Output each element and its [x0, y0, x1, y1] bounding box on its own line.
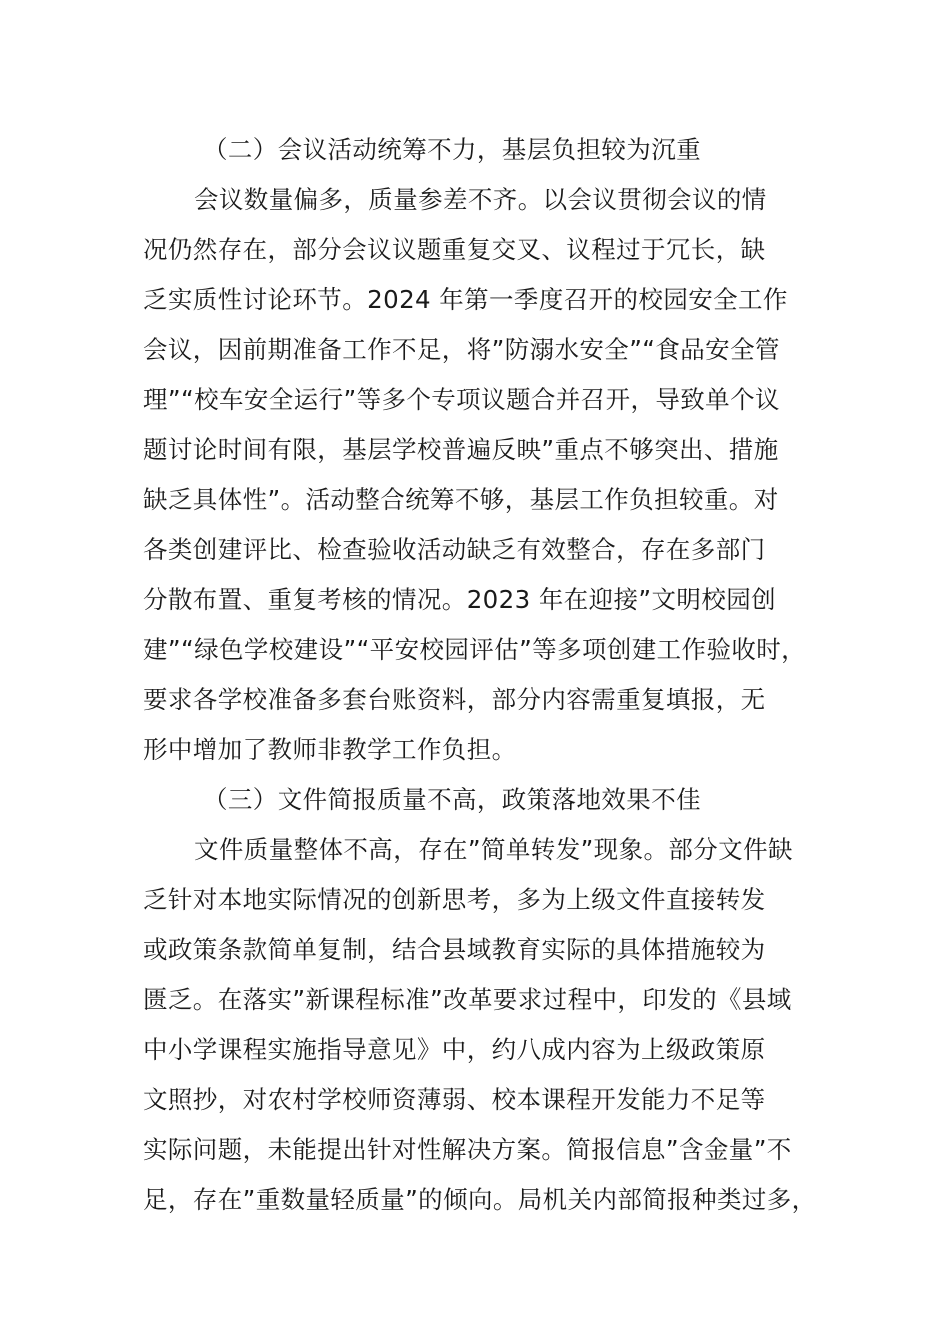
paragraph-line: 足，存在”重数量轻质量”的倾向。局机关内部简报种类过多， [143, 1185, 817, 1214]
paragraph-line: 建”“绿色学校建设”“平安校园评估”等多项创建工作验收时， [143, 635, 807, 664]
paragraph-line: 各类创建评比、检查验收活动缺乏有效整合，存在多部门 [143, 535, 766, 564]
section-heading-3: （三）文件简报质量不高，政策落地效果不佳 [203, 785, 701, 814]
section-heading-2: （二）会议活动统筹不力，基层负担较为沉重 [203, 135, 701, 164]
paragraph-line: 要求各学校准备多套台账资料，部分内容需重复填报，无 [143, 685, 766, 714]
paragraph-line: 会议数量偏多，质量参差不齐。以会议贯彻会议的情 [194, 185, 767, 214]
paragraph-line: 形中增加了教师非教学工作负担。 [143, 735, 517, 764]
paragraph-line: 或政策条款简单复制，结合县域教育实际的具体措施较为 [143, 935, 766, 964]
paragraph-line: 中小学课程实施指导意见》中，约八成内容为上级政策原 [143, 1035, 766, 1064]
paragraph-line: 题讨论时间有限，基层学校普遍反映”重点不够突出、措施 [143, 435, 779, 464]
paragraph-line: 实际问题，未能提出针对性解决方案。简报信息”含金量”不 [143, 1135, 792, 1164]
paragraph-line: 况仍然存在，部分会议议题重复交叉、议程过于冗长，缺 [143, 235, 766, 264]
paragraph-line: 分散布置、重复考核的情况。2023 年在迎接”文明校园创 [143, 585, 777, 614]
paragraph-line: 缺乏具体性”。活动整合统筹不够，基层工作负担较重。对 [143, 485, 779, 514]
paragraph-line: 乏实质性讨论环节。2024 年第一季度召开的校园安全工作 [143, 285, 788, 314]
paragraph-line: 乏针对本地实际情况的创新思考，多为上级文件直接转发 [143, 885, 766, 914]
paragraph-line: 匮乏。在落实”新课程标准”改革要求过程中，印发的《县域 [143, 985, 792, 1014]
paragraph-line: 文件质量整体不高，存在”简单转发”现象。部分文件缺 [194, 835, 793, 864]
paragraph-line: 理”“校车安全运行”等多个专项议题合并召开，导致单个议 [143, 385, 780, 414]
paragraph-line: 会议，因前期准备工作不足，将”防溺水安全”“食品安全管 [143, 335, 780, 364]
paragraph-line: 文照抄，对农村学校师资薄弱、校本课程开发能力不足等 [143, 1085, 766, 1114]
